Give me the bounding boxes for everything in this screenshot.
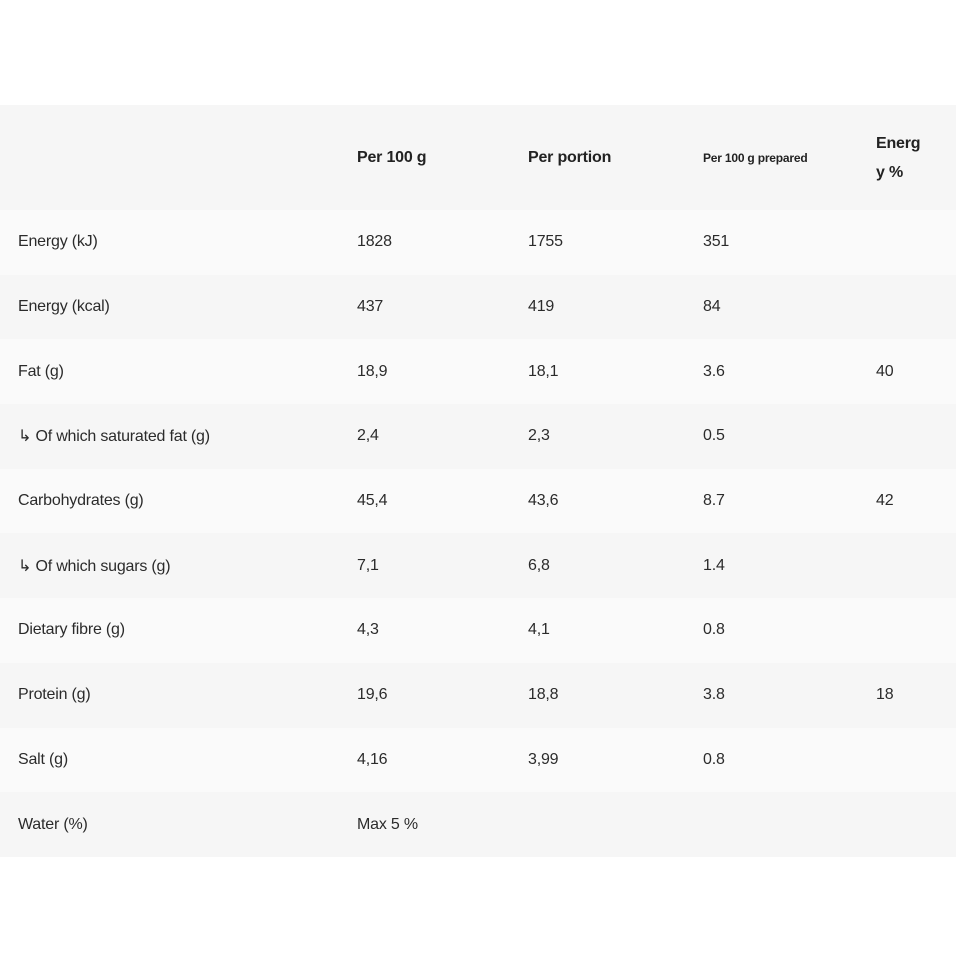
- header-per-100g-prepared: Per 100 g prepared: [703, 150, 808, 165]
- header-energy-percent: Energy %: [876, 134, 921, 181]
- table-row: [0, 598, 956, 663]
- row-per-portion: 43,6: [528, 492, 559, 510]
- row-label: Water (%): [18, 815, 88, 833]
- row-per-portion: 1755: [528, 233, 563, 251]
- row-per-100g: 19,6: [357, 686, 388, 704]
- row-per-100g-prepared: 84: [703, 298, 721, 316]
- row-per-portion: 6,8: [528, 556, 550, 574]
- row-energy-percent: 18: [876, 686, 894, 704]
- row-per-portion: 2,3: [528, 427, 550, 445]
- row-label: Protein (g): [18, 686, 91, 704]
- table-row: [0, 275, 956, 340]
- row-label: ↳ Of which saturated fat (g): [18, 428, 210, 446]
- row-per-100g-prepared: 3.8: [703, 686, 725, 704]
- row-per-100g: 7,1: [357, 556, 379, 574]
- row-label: Salt (g): [18, 750, 68, 768]
- row-per-100g: 4,3: [357, 621, 379, 639]
- nutrition-table: [0, 105, 956, 857]
- row-per-100g-prepared: 3.6: [703, 362, 725, 380]
- header-per-100g: Per 100 g: [357, 148, 427, 166]
- row-per-100g: 4,16: [357, 750, 388, 768]
- row-label: Carbohydrates (g): [18, 492, 144, 510]
- table-row: [0, 339, 956, 404]
- row-per-100g: 2,4: [357, 427, 379, 445]
- table-header-row: [0, 105, 956, 210]
- table-body: [0, 210, 956, 857]
- row-per-portion: 419: [528, 298, 555, 316]
- row-label: Energy (kJ): [18, 233, 98, 251]
- row-per-100g-prepared: 0.8: [703, 621, 725, 639]
- row-per-100g-prepared: 0.5: [703, 427, 725, 445]
- table-row: [0, 728, 956, 793]
- header-per-portion: Per portion: [528, 148, 612, 166]
- row-per-portion: 18,8: [528, 686, 559, 704]
- row-per-100g: 1828: [357, 233, 392, 251]
- table-row: [0, 469, 956, 534]
- row-energy-percent: 42: [876, 492, 894, 510]
- row-per-100g-prepared: 8.7: [703, 492, 725, 510]
- table-row: [0, 210, 956, 275]
- row-label: Dietary fibre (g): [18, 621, 125, 639]
- row-label: Energy (kcal): [18, 298, 110, 316]
- row-per-100g: 45,4: [357, 492, 388, 510]
- table-row: [0, 533, 956, 598]
- row-per-100g: Max 5 %: [357, 815, 418, 833]
- row-per-100g: 437: [357, 298, 384, 316]
- row-label: Fat (g): [18, 362, 64, 380]
- row-label: ↳ Of which sugars (g): [18, 557, 171, 575]
- row-per-100g-prepared: 1.4: [703, 556, 725, 574]
- table-row: [0, 663, 956, 728]
- row-per-100g-prepared: 351: [703, 233, 730, 251]
- row-energy-percent: 40: [876, 362, 894, 380]
- row-per-100g: 18,9: [357, 362, 388, 380]
- row-per-portion: 18,1: [528, 362, 559, 380]
- table-row: [0, 792, 956, 857]
- row-per-portion: 3,99: [528, 750, 559, 768]
- table-row: [0, 404, 956, 469]
- row-per-100g-prepared: 0.8: [703, 750, 725, 768]
- row-per-portion: 4,1: [528, 621, 550, 639]
